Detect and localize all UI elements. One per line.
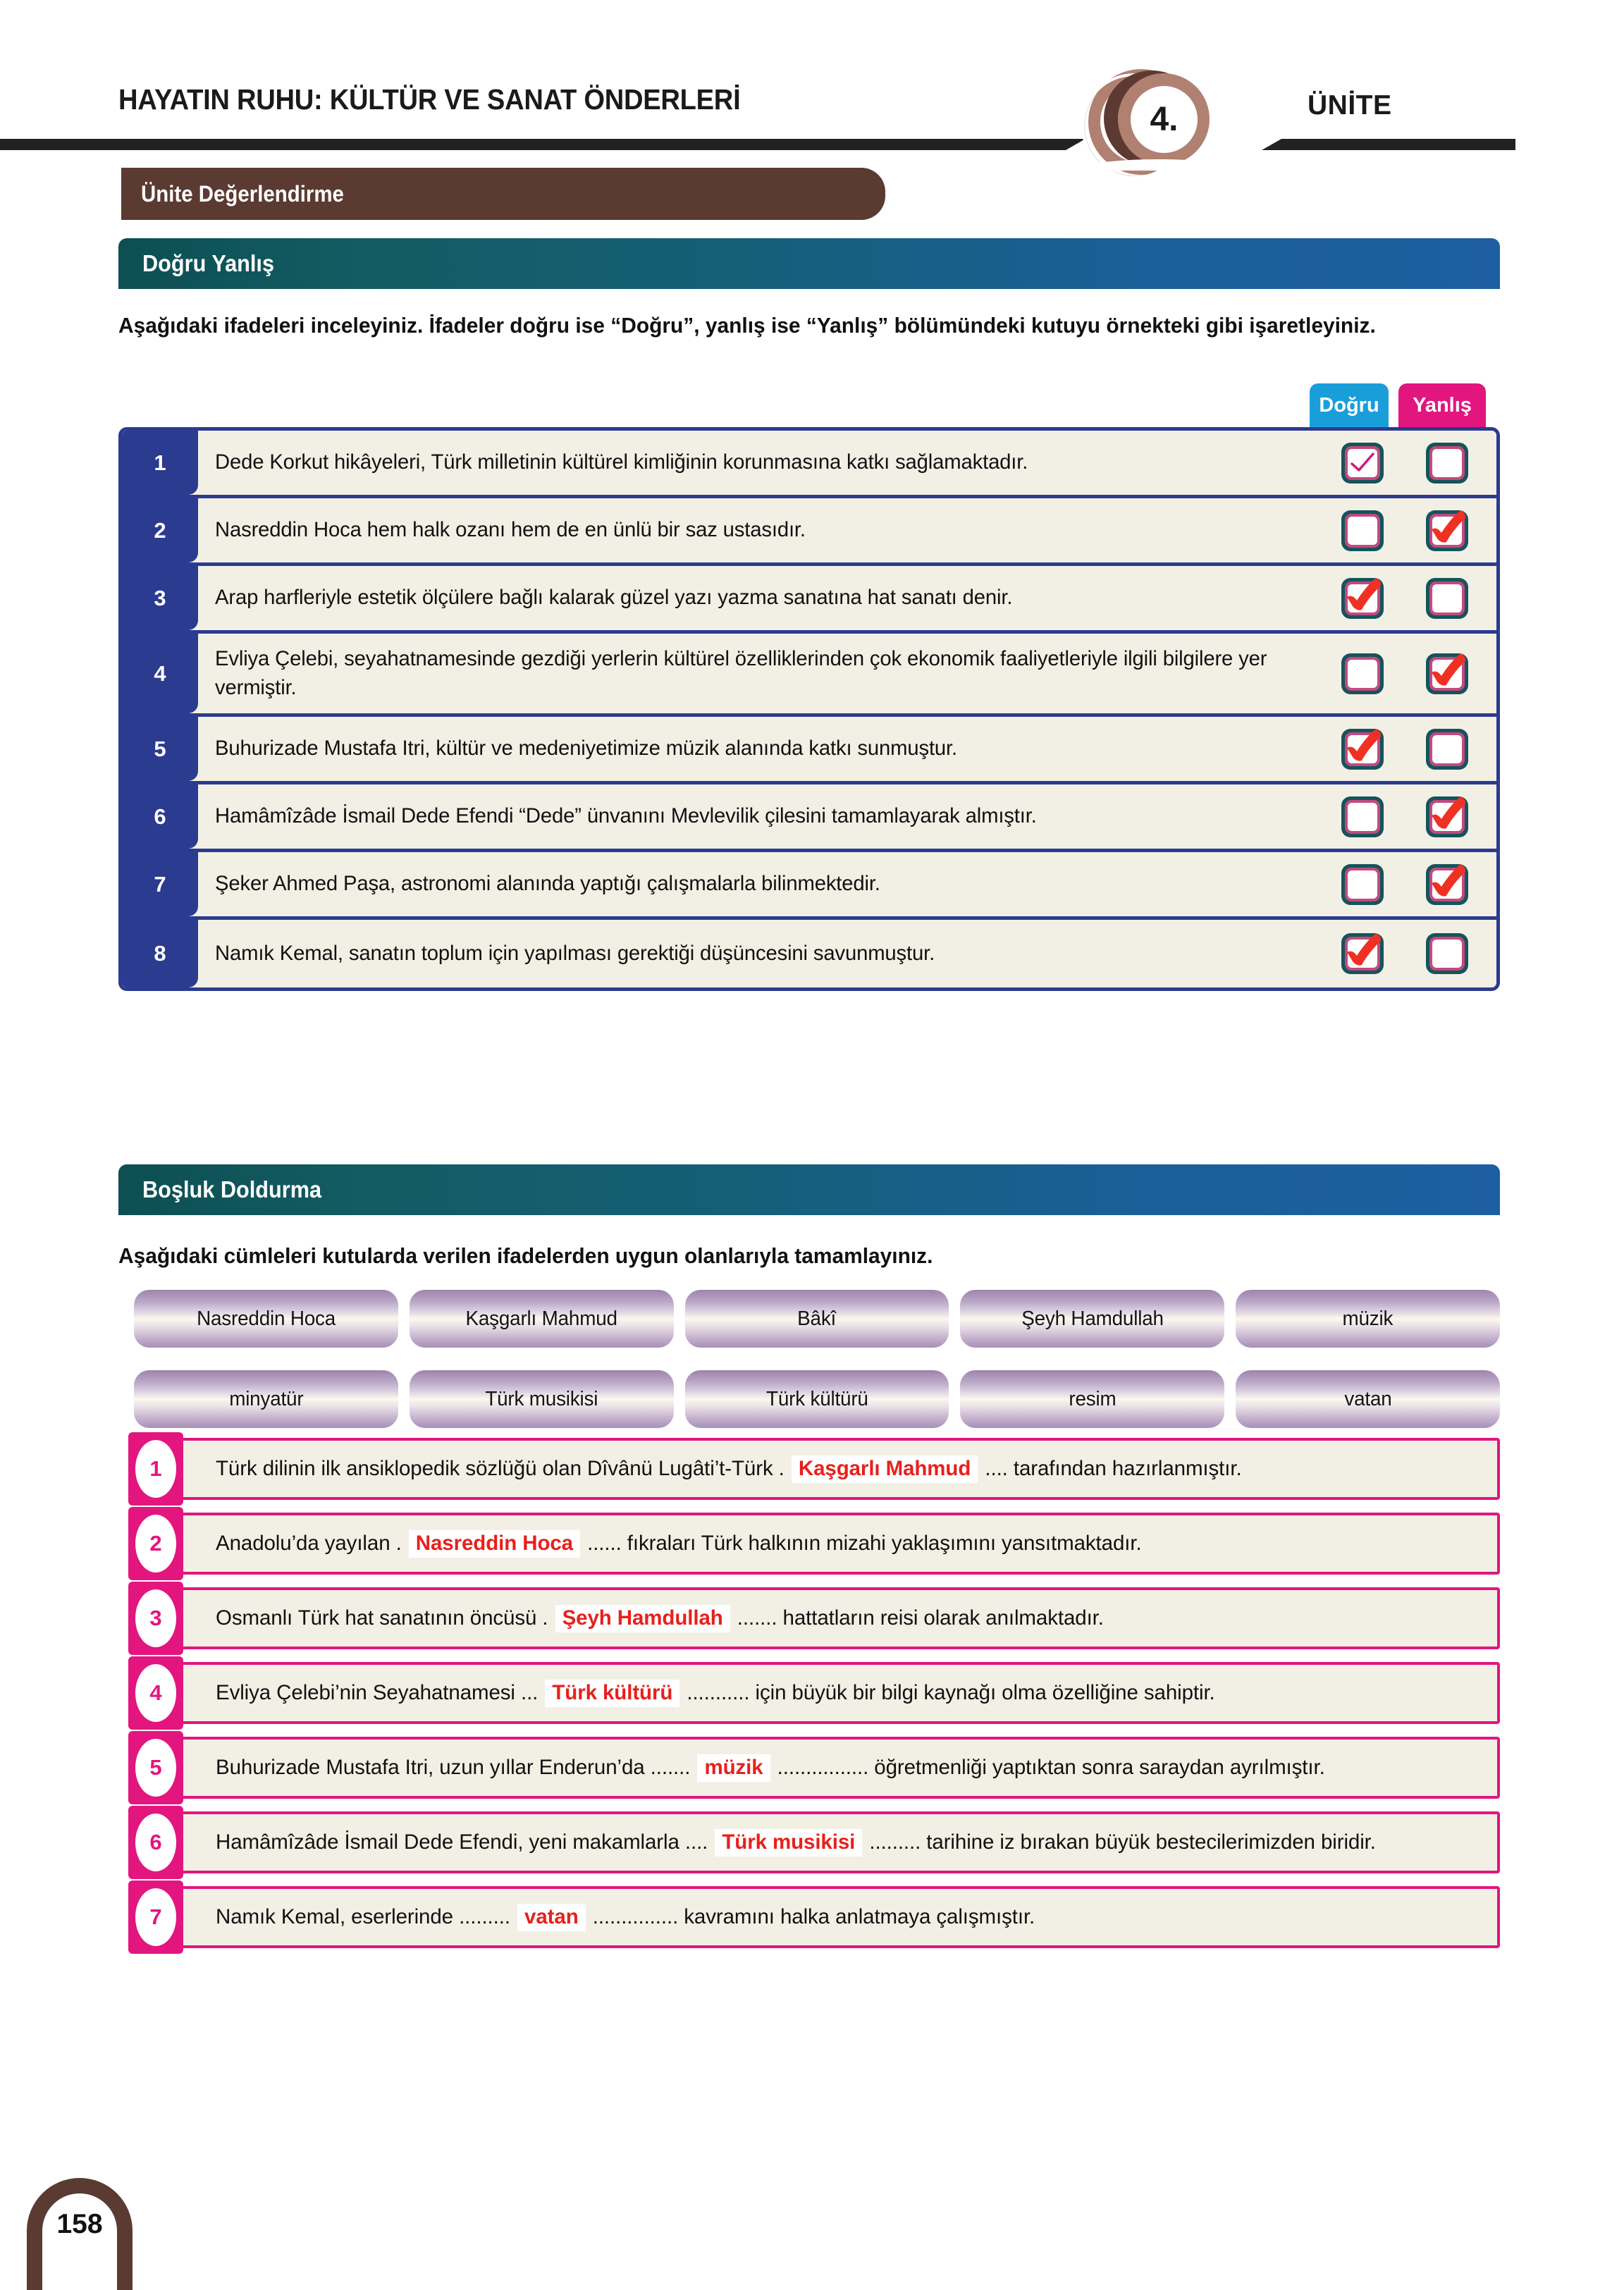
question-number-badge [128,1582,183,1655]
checkbox-empty[interactable] [1341,796,1384,837]
question-number-badge [128,1806,183,1879]
column-header-dogru: Doğru [1310,383,1389,427]
table-row [122,717,1496,784]
statement-text: Nasreddin Hoca hem halk ozanı hem de en ünlü bir saz ustasıdır. [215,518,806,542]
word-bank-pill[interactable] [134,1290,398,1348]
header-rule-left [0,139,1085,150]
page-title: HAYATIN RUHU: KÜLTÜR VE SANAT ÖNDERLERİ [118,83,741,116]
word-bank-row-2 [134,1370,1500,1428]
header-rule-right [1262,139,1515,150]
statement-text: Buhurizade Mustafa Itri, kültür ve medeniyetimize müzik alanında katkı sunmuştur. [215,737,958,761]
answer-boxes [1320,634,1496,713]
section-header-fill-blank [118,1164,1500,1215]
row-number: 3 [122,566,198,630]
unit-evaluation-tab-label: Ünite Değerlendirme [141,180,344,207]
fill-blank-list [131,1438,1500,1961]
question-number: 7 [135,1888,176,1946]
fill-blank-row [131,1886,1500,1948]
section-header-fill-blank-label: Boşluk Doldurma [142,1176,322,1202]
unit-evaluation-tab [121,168,885,220]
section-header-true-false-label: Doğru Yanlış [142,250,275,276]
question-number-badge [128,1507,183,1580]
word-bank-pill-label: minyatür [228,1387,304,1410]
page-number-badge [27,2178,133,2290]
answer-boxes [1320,566,1496,630]
table-row [122,784,1496,852]
check-thin-icon [1348,450,1377,476]
fill-blank-row [131,1737,1500,1799]
checkbox-checked[interactable] [1426,510,1468,551]
word-bank-pill-label: Türk kültürü [765,1387,868,1410]
row-number: 6 [122,784,198,849]
question-text: Namık Kemal, eserlerinde ......... vatan ............... kavramını halka anlatmaya çalışmıştır. [216,1902,1477,1933]
question-text: Evliya Çelebi’nin Seyahatnamesi ... Türk kültürü ........... için büyük bir bilgi kaynağı olma özelliğine sahiptir. [216,1678,1477,1709]
table-row [122,634,1496,717]
answer-boxes [1320,717,1496,781]
true-false-table [118,427,1500,991]
table-row [122,852,1496,920]
fill-blank-row [131,1438,1500,1500]
fill-blank-row [131,1587,1500,1649]
word-bank-pill-label: müzik [1342,1307,1394,1330]
question-number: 6 [135,1814,176,1871]
word-bank-pill[interactable] [410,1290,674,1348]
fill-blank-row [131,1811,1500,1873]
statement-text: Dede Korkut hikâyeleri, Türk milletinin kültürel kimliğinin korunmasına katkı sağlamaktadır. [215,450,1028,474]
question-text: Anadolu’da yayılan . Nasreddin Hoca ...... fıkraları Türk halkının mizahi yaklaşımını yansıtmaktadır. [216,1529,1477,1559]
page-number-value: 158 [42,2193,117,2290]
answer-boxes [1320,498,1496,562]
word-bank-pill-label: Nasreddin Hoca [196,1307,336,1330]
filled-answer[interactable]: Nasreddin Hoca [409,1530,580,1558]
question-number-badge [128,1432,183,1506]
table-row [122,431,1496,498]
word-bank-pill[interactable] [410,1370,674,1428]
section-header-true-false [118,238,1500,289]
filled-answer[interactable]: Türk musikisi [715,1829,862,1857]
word-bank-pill-label: vatan [1344,1387,1392,1410]
fill-blank-row [131,1662,1500,1724]
statement-text: Evliya Çelebi, seyahatnamesinde gezdiği yerlerin kültürel özelliklerinden çok ekonomik faaliyetleriyle ilgili bilgilere yer vermiştir. [215,647,1267,699]
word-bank-pill[interactable] [960,1290,1224,1348]
check-bold-icon [1429,653,1468,689]
word-bank-pill[interactable] [1236,1290,1500,1348]
statement-text: Arap harfleriyle estetik ölçülere bağlı kalarak güzel yazı yazma sanatına hat sanatı denir. [215,586,1013,610]
table-row [122,566,1496,634]
checkbox-checked[interactable] [1341,933,1384,974]
statement-text: Hamâmîzâde İsmail Dede Efendi “Dede” ünvanını Mevlevilik çilesini tamamlayarak almıştır. [215,804,1037,828]
checkbox-checked[interactable] [1426,796,1468,837]
word-bank-pill-label: resim [1069,1387,1116,1410]
word-bank-pill[interactable] [134,1370,398,1428]
checkbox-checked[interactable] [1426,864,1468,905]
filled-answer[interactable]: vatan [517,1904,586,1931]
word-bank-pill-label: Şeyh Hamdullah [1021,1307,1164,1330]
word-bank-pill-label: Kaşgarlı Mahmud [465,1307,617,1330]
checkbox-checked[interactable] [1341,443,1384,484]
unit-badge [1077,69,1232,162]
question-number-badge [128,1880,183,1954]
question-number: 1 [135,1440,176,1498]
filled-answer[interactable]: Türk kültürü [545,1680,679,1707]
question-text: Buhurizade Mustafa Itri, uzun yıllar Enderun’da ....... müzik ................ öğretmenliği yaptıktan sonra saraydan ayrılmıştır. [216,1753,1477,1783]
fill-blank-row [131,1513,1500,1575]
check-bold-icon [1429,863,1468,900]
checkbox-empty[interactable] [1426,729,1468,770]
question-text: Hamâmîzâde İsmail Dede Efendi, yeni makamlarla .... Türk musikisi ......... tarihine iz bırakan büyük bestecilerimizden biridir. [216,1828,1477,1858]
true-false-instruction: Aşağıdaki ifadeleri inceleyiniz. İfadeler doğru ise “Doğru”, yanlış ise “Yanlış” bölümündeki kutuyu örnekteki gibi işaretleyiniz. [118,313,1376,338]
row-number: 1 [122,431,198,495]
row-number: 4 [122,634,198,713]
word-bank-pill[interactable] [685,1290,949,1348]
answer-boxes [1320,920,1496,987]
fill-blank-instruction: Aşağıdaki cümleleri kutularda verilen ifadelerden uygun olanlarıyla tamamlayınız. [118,1243,933,1268]
checkbox-empty[interactable] [1426,578,1468,619]
filled-answer[interactable]: Şeyh Hamdullah [555,1605,730,1632]
question-number: 5 [135,1739,176,1797]
row-number: 2 [122,498,198,562]
answer-boxes [1320,852,1496,916]
word-bank-pill-label: Türk musikisi [485,1387,598,1410]
checkbox-empty[interactable] [1341,510,1384,551]
question-number-badge [128,1731,183,1804]
filled-answer[interactable]: müzik [697,1754,770,1782]
page-header [0,0,1624,162]
word-bank-row-1 [134,1290,1500,1348]
word-bank-pill-label: Bâkî [797,1307,837,1330]
check-bold-icon [1429,796,1468,832]
word-bank-pill[interactable] [685,1370,949,1428]
word-bank-pill[interactable] [960,1370,1224,1428]
checkbox-empty[interactable] [1426,933,1468,974]
question-number: 2 [135,1515,176,1572]
answer-boxes [1320,431,1496,495]
check-bold-icon [1344,932,1384,969]
question-number: 4 [135,1664,176,1722]
row-number: 7 [122,852,198,916]
table-row [122,498,1496,566]
word-bank-pill[interactable] [1236,1370,1500,1428]
check-bold-icon [1344,577,1384,614]
question-text: Osmanlı Türk hat sanatının öncüsü . Şeyh Hamdullah ....... hattatların reisi olarak anılmaktadır. [216,1603,1477,1634]
answer-boxes [1320,784,1496,849]
question-text: Türk dilinin ilk ansiklopedik sözlüğü olan Dîvânü Lugâti’t-Türk . Kaşgarlı Mahmud .... tarafından hazırlanmıştır. [216,1454,1477,1484]
row-number: 8 [122,920,198,987]
unit-number: 4. [1150,101,1179,138]
filled-answer[interactable]: Kaşgarlı Mahmud [792,1455,978,1483]
table-row [122,920,1496,987]
checkbox-checked[interactable] [1341,578,1384,619]
checkbox-checked[interactable] [1426,653,1468,694]
checkbox-checked[interactable] [1341,729,1384,770]
checkbox-empty[interactable] [1341,653,1384,694]
check-bold-icon [1344,728,1384,765]
unit-label: ÜNİTE [1308,90,1392,121]
statement-text: Namık Kemal, sanatın toplum için yapılması gerektiği düşüncesini savunmuştur. [215,941,935,965]
question-number: 3 [135,1589,176,1647]
check-bold-icon [1429,510,1468,546]
column-header-yanlis: Yanlış [1398,383,1486,427]
statement-text: Şeker Ahmed Paşa, astronomi alanında yaptığı çalışmalarla bilinmektedir. [215,872,880,896]
checkbox-empty[interactable] [1426,443,1468,484]
row-number: 5 [122,717,198,781]
checkbox-empty[interactable] [1341,864,1384,905]
question-number-badge [128,1656,183,1730]
